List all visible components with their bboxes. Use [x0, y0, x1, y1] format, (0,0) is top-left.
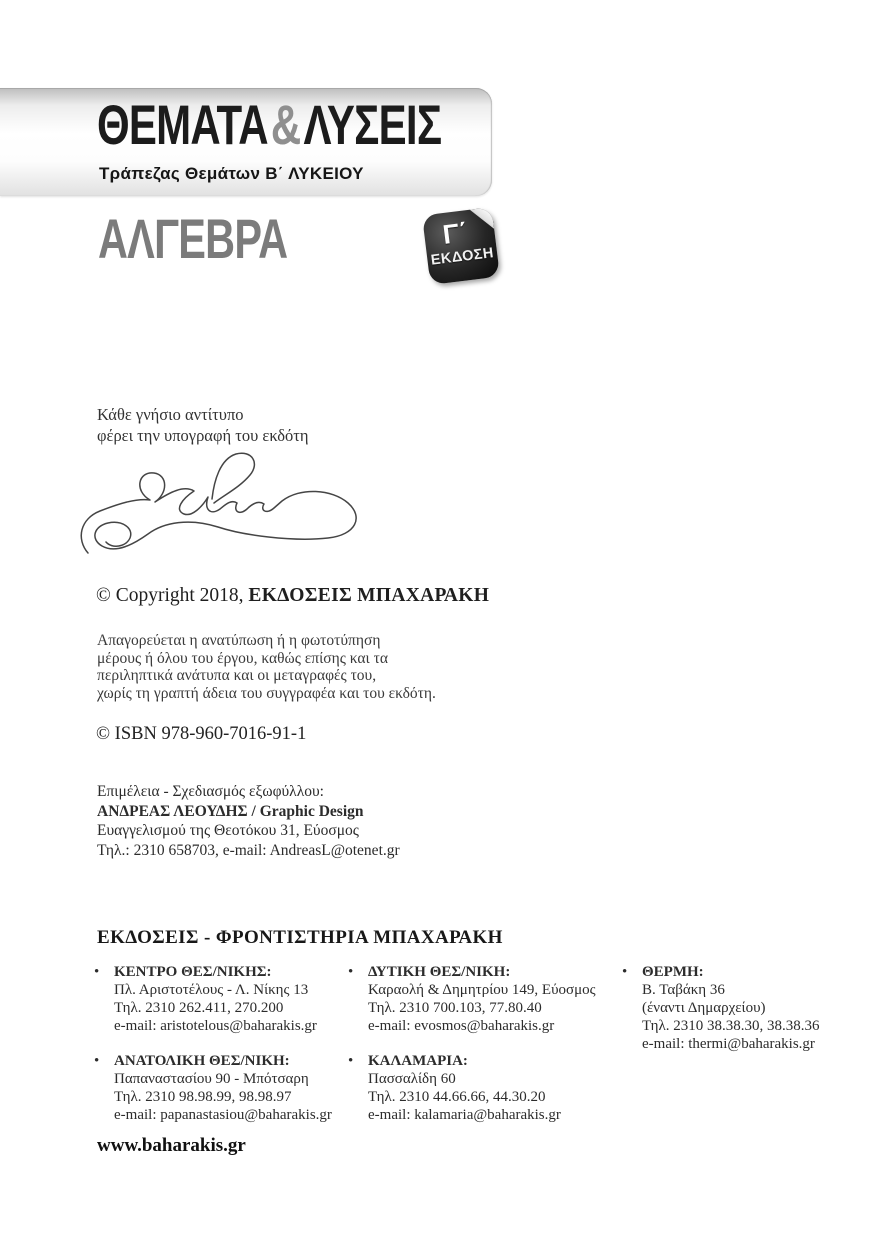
bullet-icon: • [622, 964, 628, 980]
copyright-publisher: ΕΚΔΟΣΕΙΣ ΜΠΑΧΑΡΑΚΗ [248, 585, 490, 606]
branch-name: ΔΥΤΙΚΗ ΘΕΣ/ΝΙΚΗ: [368, 964, 511, 980]
branch-dytiki [348, 963, 616, 1035]
credits-designer: ΑΝΔΡΕΑΣ ΛΕΟΥΔΗΣ / Graphic Design [97, 802, 364, 820]
branch-name: ΑΝΑΤΟΛΙΚΗ ΘΕΣ/ΝΙΚΗ: [114, 1053, 290, 1069]
branch-address2: (έναντι Δημαρχείου) [642, 1000, 766, 1016]
rights-line: χωρίς τη γραπτή άδεια του συγγραφέα και του εκδότη. [97, 684, 436, 702]
brand-subtitle: Τράπεζας Θεμάτων Β΄ ΛΥΚΕΙΟΥ [99, 164, 364, 183]
branch-kalamaria [348, 1052, 616, 1124]
branch-details [368, 963, 596, 1035]
isbn-line: © ISBN 978-960-7016-91-1 [96, 724, 307, 744]
edition-badge [422, 207, 500, 285]
branch-name: ΚΕΝΤΡΟ ΘΕΣ/ΝΙΚΗΣ: [114, 964, 272, 980]
authenticity-note [97, 404, 309, 446]
branch-address: Παπαναστασίου 90 - Μπότσαρη [114, 1071, 309, 1087]
rights-notice [97, 632, 436, 702]
branch-address: Πλ. Αριστοτέλους - Λ. Νίκης 13 [114, 982, 309, 998]
authenticity-line2: φέρει την υπογραφή του εκδότη [97, 426, 309, 445]
branch-thermi [622, 963, 862, 1053]
branch-address: Β. Ταβάκη 36 [642, 982, 725, 998]
brand-title-word1: ΘΕΜΑΤΑ [97, 93, 268, 156]
branches-heading: ΕΚΔΟΣΕΙΣ - ΦΡΟΝΤΙΣΤΗΡΙΑ ΜΠΑΧΑΡΑΚΗ [97, 927, 503, 948]
bullet-icon: • [348, 964, 354, 980]
copyright-line [96, 585, 489, 607]
branch-phone: Τηλ. 2310 44.66.66, 44.30.20 [368, 1089, 546, 1105]
branch-address: Καραολή & Δημητρίου 149, Εύοσμος [368, 982, 596, 998]
copyright-prefix: © Copyright 2018, [96, 585, 249, 606]
cover-credits [97, 782, 400, 860]
branch-kentro [94, 963, 344, 1035]
branch-email: e-mail: papanastasiou@baharakis.gr [114, 1107, 332, 1123]
branches-column-2 [348, 963, 616, 1141]
branch-address: Πασσαλίδη 60 [368, 1071, 456, 1087]
branch-email: e-mail: evosmos@baharakis.gr [368, 1018, 555, 1034]
authenticity-line1: Κάθε γνήσιο αντίτυπο [97, 405, 244, 424]
brand-title [97, 93, 442, 156]
subject-title: ΑΛΓΕΒΡΑ [98, 207, 288, 270]
branch-email: e-mail: kalamaria@baharakis.gr [368, 1107, 561, 1123]
branch-phone: Τηλ. 2310 98.98.99, 98.98.97 [114, 1089, 292, 1105]
branch-details [114, 963, 317, 1035]
ampersand-glyph: & [270, 93, 301, 156]
branch-phone: Τηλ. 2310 38.38.30, 38.38.36 [642, 1018, 820, 1034]
brand-banner [0, 88, 492, 196]
rights-line: περιληπτικά ανάτυπα και οι μεταγραφές του, [97, 667, 377, 685]
branch-name: ΚΑΛΑΜΑΡΙΑ: [368, 1053, 468, 1069]
rights-line: μέρους ή όλου του έργου, καθώς επίσης και τα [97, 649, 388, 667]
branch-email: e-mail: thermi@baharakis.gr [642, 1036, 815, 1052]
branch-details [368, 1052, 561, 1124]
credits-contact: Τηλ.: 2310 658703, e-mail: AndreasL@otenet.gr [97, 841, 400, 859]
branches-column-3 [622, 963, 862, 1070]
branch-phone: Τηλ. 2310 262.411, 270.200 [114, 1000, 284, 1016]
branch-phone: Τηλ. 2310 700.103, 77.80.40 [368, 1000, 542, 1016]
branch-email: e-mail: aristotelous@baharakis.gr [114, 1018, 317, 1034]
rights-line: Απαγορεύεται η ανατύπωση ή η φωτοτύπηση [97, 632, 381, 649]
credits-address: Ευαγγελισμού της Θεοτόκου 31, Εύοσμος [97, 822, 359, 839]
branch-anatoliki [94, 1052, 344, 1124]
brand-title-word2: ΛΥΣΕΙΣ [303, 93, 442, 156]
branch-name: ΘΕΡΜΗ: [642, 964, 704, 980]
publisher-website: www.baharakis.gr [97, 1135, 246, 1156]
branch-details [114, 1052, 332, 1124]
bullet-icon: • [94, 964, 100, 980]
publisher-signature-icon [74, 447, 370, 567]
edition-badge-letter: Γ΄ [441, 217, 470, 251]
branches-column-1 [94, 963, 344, 1141]
edition-badge-word: ΕΚΔΟΣΗ [430, 245, 495, 269]
bullet-icon: • [348, 1053, 354, 1069]
branch-details [642, 963, 819, 1053]
bullet-icon: • [94, 1053, 100, 1069]
credits-role: Επιμέλεια - Σχεδιασμός εξωφύλλου: [97, 783, 324, 800]
